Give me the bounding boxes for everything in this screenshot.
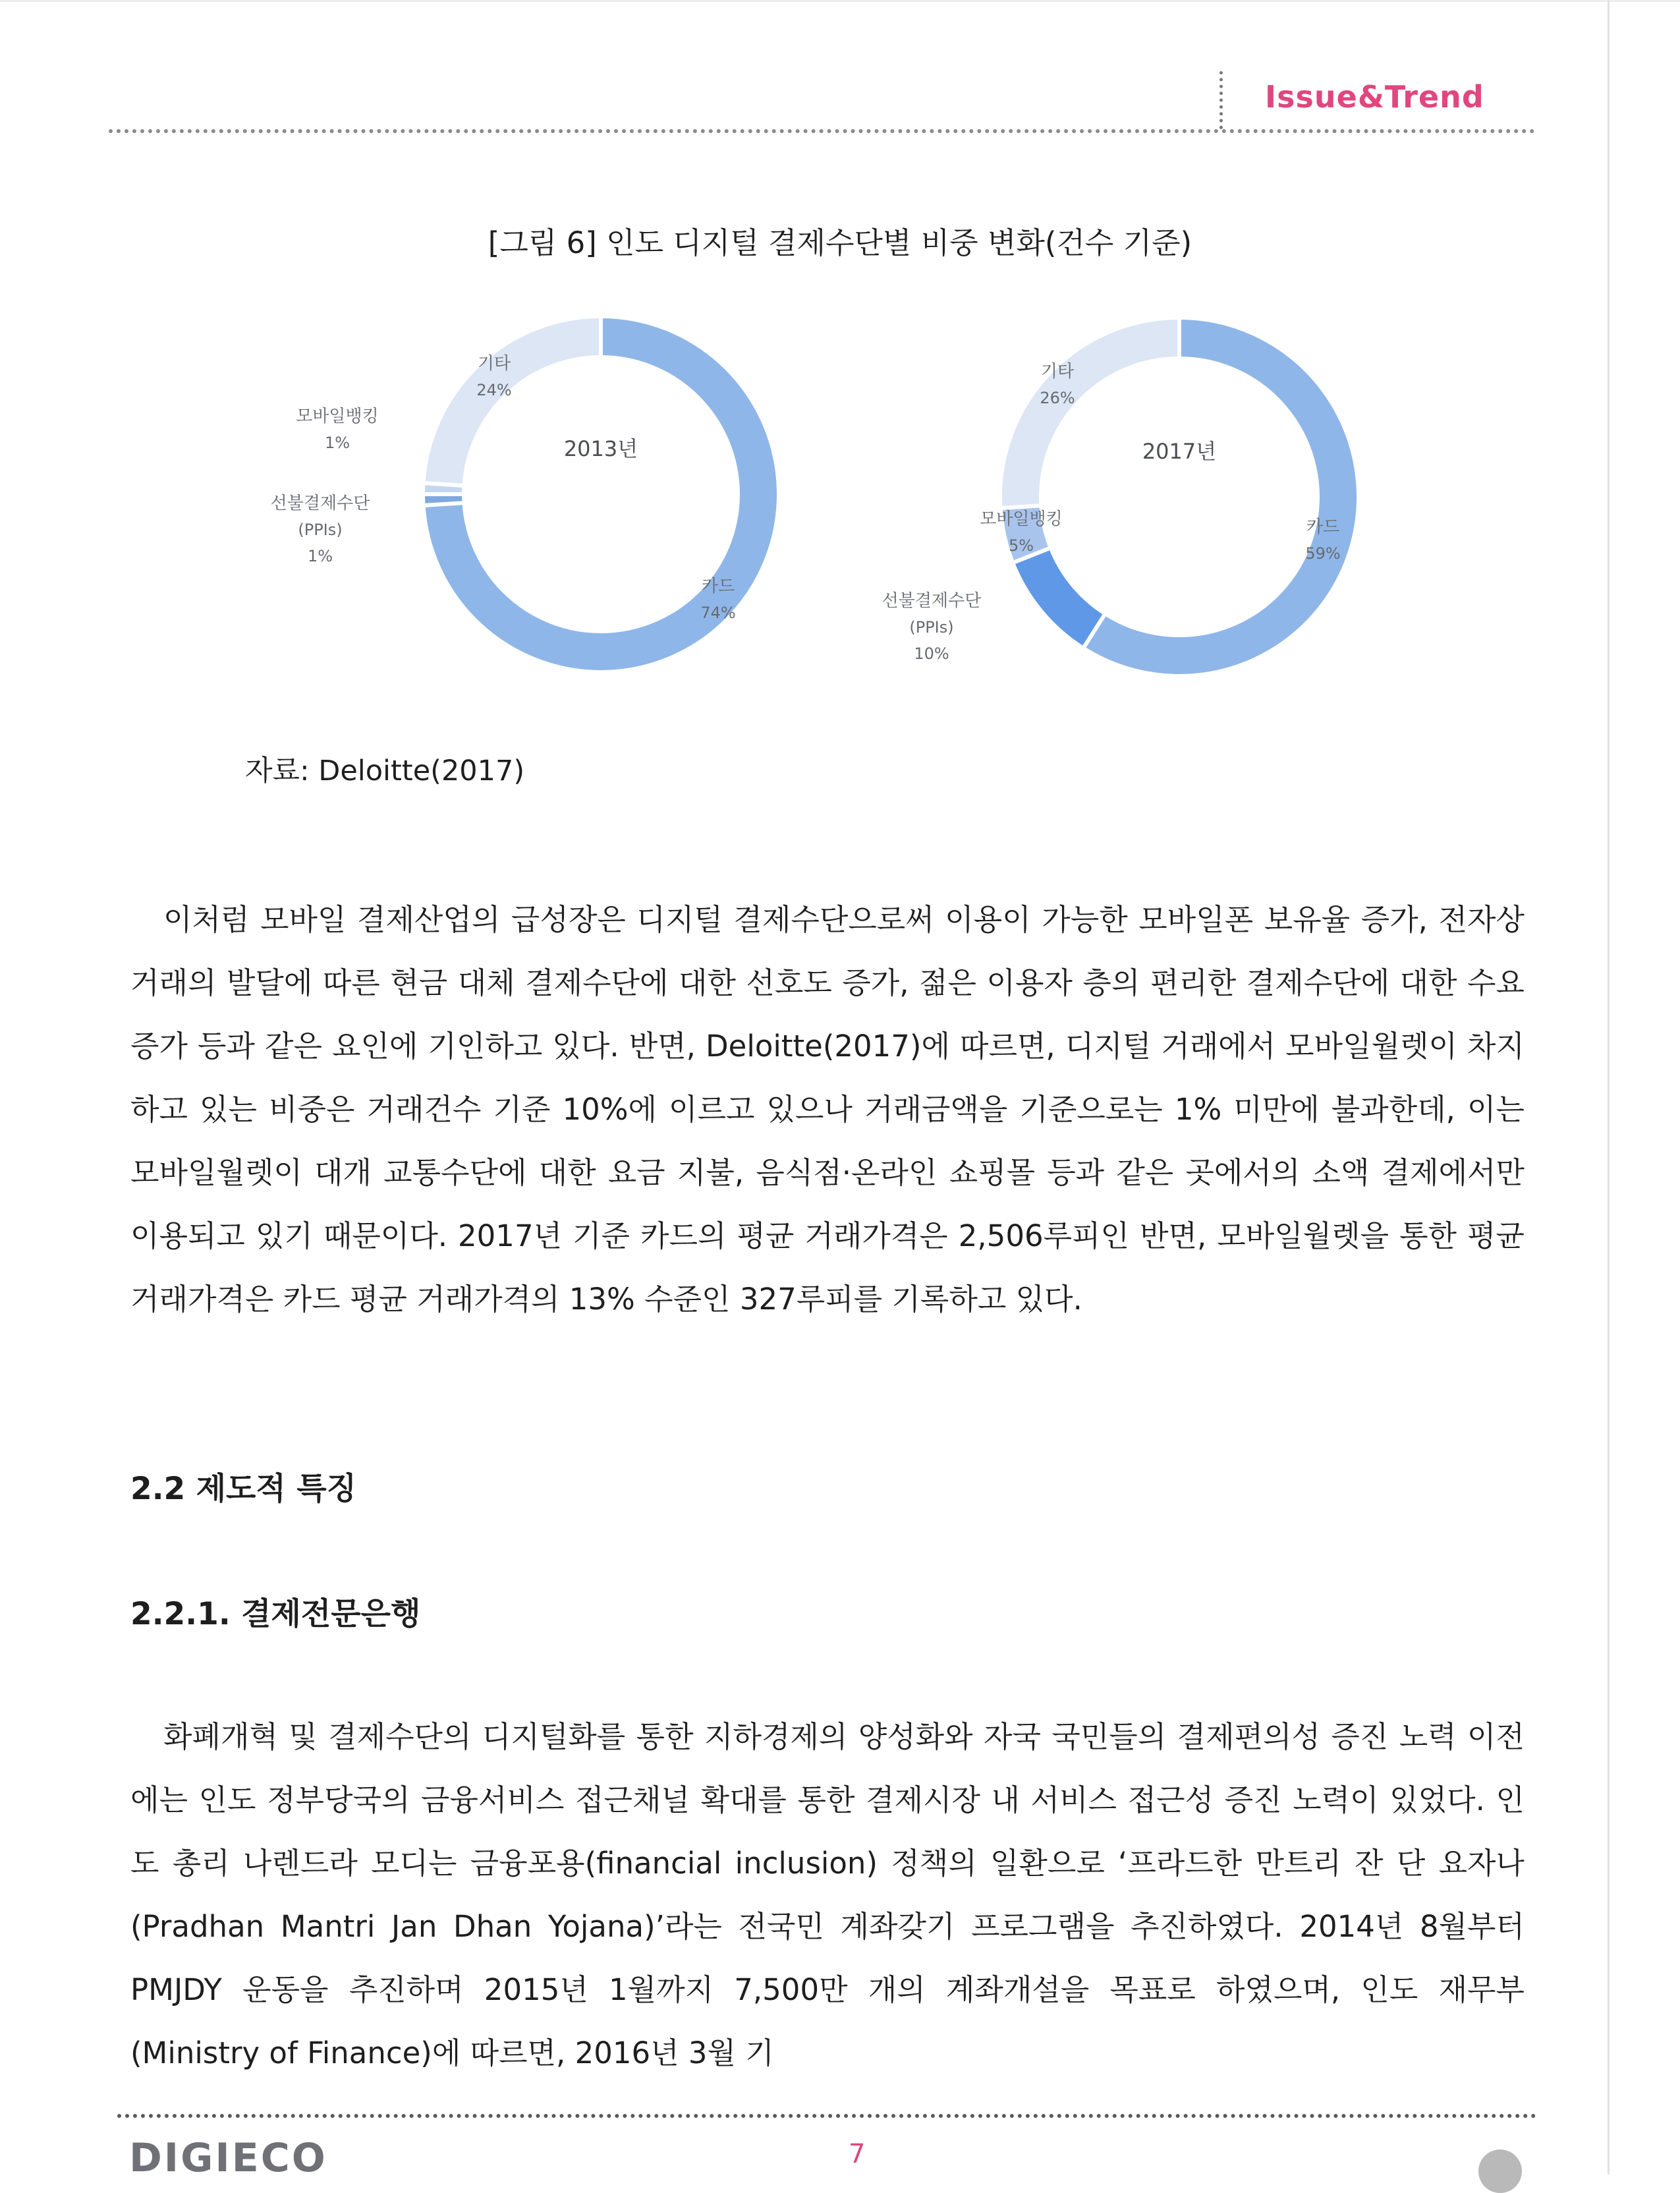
donut-1-value-1: 10% — [914, 644, 949, 663]
donut-1-title: 2017년 — [1142, 439, 1217, 464]
footer-rule — [117, 2114, 1536, 2118]
donut-1-value-2: 5% — [1008, 536, 1034, 555]
figure-source: 자료: Deloitte(2017) — [245, 755, 525, 787]
header-rule — [109, 129, 1535, 133]
donut-0-label-1: 선불결제수단 — [270, 494, 370, 513]
donut-1-label-3: 기타 — [1040, 362, 1075, 382]
donut-1-slice-3 — [1000, 318, 1179, 508]
donut-0-label-3: 기타 — [477, 354, 511, 374]
donut-0-value-0: 74% — [700, 604, 736, 622]
page-number: 7 — [849, 2139, 866, 2169]
donut-1-value-0: 59% — [1305, 544, 1341, 563]
body-paragraph-2-text: 화폐개혁 및 결제수단의 디지털화를 통한 지하경제의 양성화와 자국 국민들의 결제편의성 증진 노력 이전에는 인도 정부당국의 금융서비스 접근채널 확대를 통한 결제시장 내 서비스 접근성 증진 노력이 있었다. 인도 총리 나렌드라 모디는 금융포용(financial inclusion) 정책의 일환으로 ‘프라드한 만트리 잔 단 요자나(Pradhan Mantri Jan Dhan Yojana)’라는 전국민 계좌갖기 프로그램을 추진하였다. 2014년 8월부터 PMJDY 운동을 추진하며 2015년 1월까지 7,500만 개의 계좌개설을 목표로 하였으며, 인도 재무부(Ministry of Finance)에 따르면, 2016년 3월 기 — [130, 1719, 1525, 2070]
section-tag: Issue&Trend — [1265, 79, 1484, 115]
body-paragraph-2 — [130, 1705, 1525, 2085]
footer-logo: DIGIECO — [129, 2135, 327, 2181]
donut-0-value-2: 1% — [324, 434, 350, 452]
body-paragraph-1 — [130, 888, 1525, 1331]
footer-emblem-icon — [1478, 2150, 1522, 2193]
donut-1-sublabel-1: (PPIs) — [909, 618, 954, 637]
donut-1-label-0: 카드 — [1306, 517, 1340, 537]
donut-0-label-0: 카드 — [701, 577, 735, 596]
donut-0-label-2: 모바일뱅킹 — [296, 407, 379, 426]
section-heading: 2.2 제도적 특징 — [130, 1471, 356, 1507]
donut-1-label-1: 선불결제수단 — [882, 591, 982, 611]
donut-0-value-3: 24% — [476, 381, 512, 399]
figure-title: [그림 6] 인도 디지털 결제수단별 비중 변화(건수 기준) — [488, 225, 1192, 260]
donut-0-sublabel-1: (PPIs) — [298, 521, 343, 539]
donut-0-title: 2013년 — [563, 436, 638, 461]
donut-0-value-1: 1% — [307, 547, 333, 565]
donut-1-value-3: 26% — [1040, 389, 1075, 407]
donut-charts — [0, 277, 1680, 712]
body-paragraph-1-text: 이처럼 모바일 결제산업의 급성장은 디지털 결제수단으로써 이용이 가능한 모바일폰 보유율 증가, 전자상거래의 발달에 따른 현금 대체 결제수단에 대한 선호도 증가, 젊은 이용자 층의 편리한 결제수단에 대한 수요 증가 등과 같은 요인에 기인하고 있다. 반면, Deloitte(2017)에 따르면, 디지털 거래에서 모바일월렛이 차지하고 있는 비중은 거래건수 기준 10%에 이르고 있으나 거래금액을 기준으로는 1% 미만에 불과한데, 이는 모바일월렛이 대개 교통수단에 대한 요금 지불, 음식점·온라인 쇼핑몰 등과 같은 곳에서의 소액 결제에서만 이용되고 있기 때문이다. 2017년 기준 카드의 평균 거래가격은 2,506루피인 반면, 모바일월렛을 통한 평균 거래가격은 카드 평균 거래가격의 13% 수준인 327루피를 기록하고 있다. — [130, 902, 1525, 1317]
subsection-heading: 2.2.1. 결제전문은행 — [130, 1596, 421, 1632]
donut-1-label-2: 모바일뱅킹 — [980, 509, 1063, 529]
donut-1-slice-1 — [1013, 548, 1105, 648]
header-divider — [1219, 71, 1223, 129]
scan-top-edge — [0, 0, 1680, 2]
